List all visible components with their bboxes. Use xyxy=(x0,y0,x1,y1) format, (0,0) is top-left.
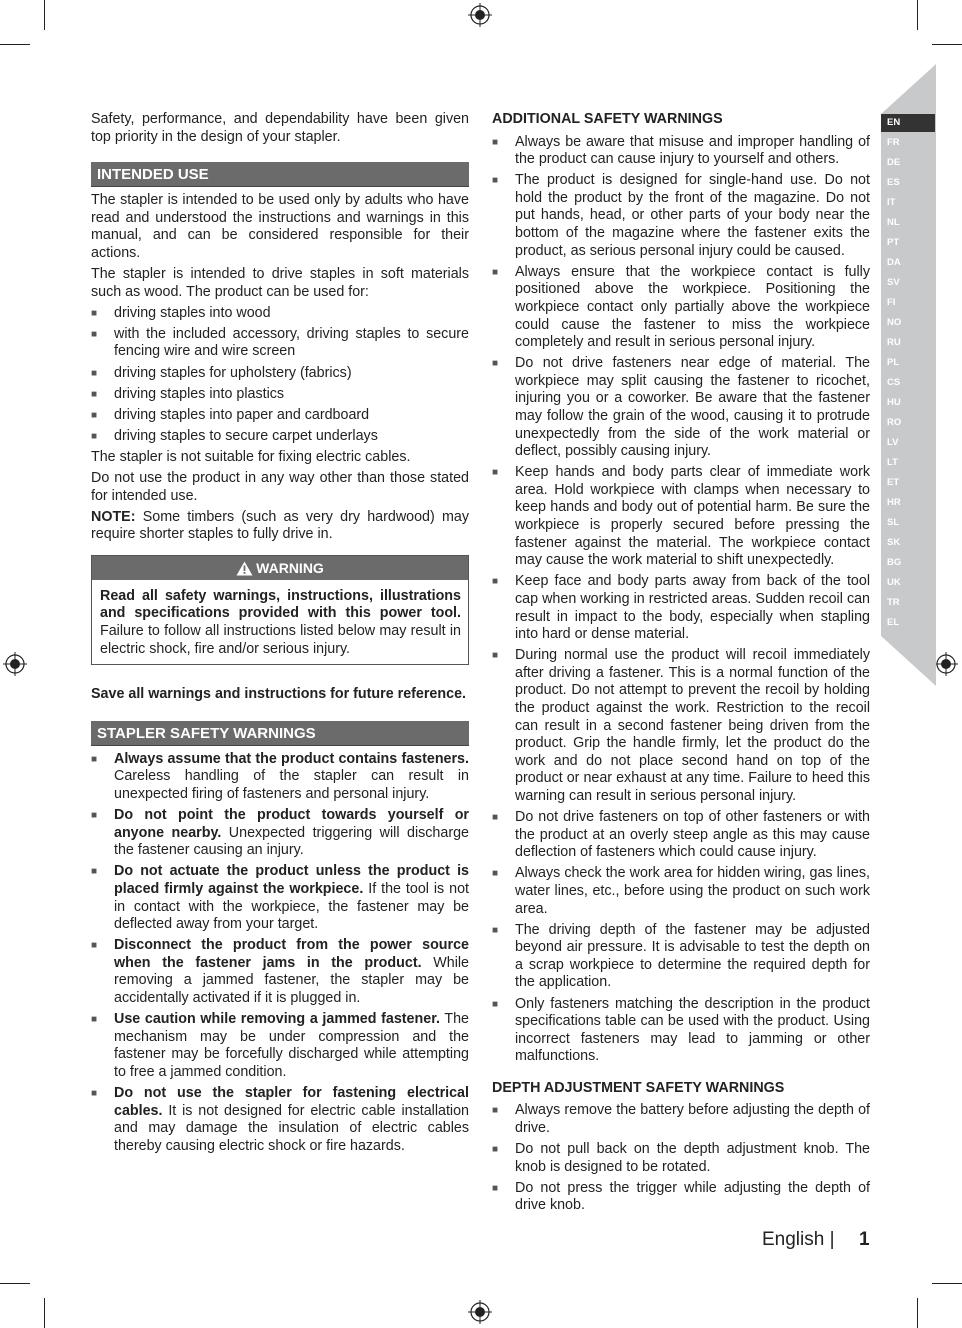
depth-adjustment-item xyxy=(492,1141,870,1176)
warning-header xyxy=(92,556,468,580)
stapler-safety-text: While removing a jammed fastener, the stapler may be accidentally activated if it is plugged in. xyxy=(114,954,470,1007)
language-tab-cs[interactable]: CS xyxy=(881,374,935,392)
depth-adjustment-text: Do not press the trigger while adjusting the depth of drive knob. xyxy=(515,1179,870,1214)
registration-mark-icon xyxy=(934,652,958,676)
intended-use-text: driving staples for upholstery (fabrics) xyxy=(114,364,352,381)
intended-use-text: driving staples into wood xyxy=(114,304,271,321)
left-column xyxy=(91,111,469,1159)
additional-safety-text: Keep face and body parts away from back of the tool cap when working in restricted areas. Sudden recoil can result in impact to the body, especially when stapling into hard or dense material. xyxy=(515,573,870,643)
language-tab-pl[interactable]: PL xyxy=(881,354,935,372)
depth-adjustment-list xyxy=(492,1102,870,1215)
language-tab-bg[interactable]: BG xyxy=(881,554,935,572)
additional-safety-heading: ADDITIONAL SAFETY WARNINGS xyxy=(492,111,723,127)
bullet-square-icon: ■ xyxy=(492,1144,499,1156)
bullet-square-icon: ■ xyxy=(492,467,499,479)
bullet-square-icon: ■ xyxy=(91,1014,98,1026)
stapler-safety-item xyxy=(91,863,469,933)
crop-mark xyxy=(0,44,30,45)
warning-box xyxy=(91,555,469,665)
stapler-safety-bold-text: Do not point the product towards yourself or anyone nearby. xyxy=(114,807,469,841)
language-tabs xyxy=(881,114,935,634)
additional-safety-text: Always ensure that the workpiece contact is fully positioned above the workpiece. Positioning the workpiece contact only partially above the workpiece could cause the fastener to miss the workpiece completely and result in serious personal injury. xyxy=(515,263,870,351)
intended-use-text: driving staples into plastics xyxy=(114,385,285,402)
footer-language: English | xyxy=(762,1229,835,1250)
stapler-safety-bold-text: Use caution while removing a jammed fastener. xyxy=(114,1011,440,1028)
bullet-square-icon: ■ xyxy=(492,358,499,370)
bullet-square-icon: ■ xyxy=(91,367,98,379)
bullet-square-icon: ■ xyxy=(91,866,98,878)
intended-use-item xyxy=(91,365,469,383)
language-tab-el[interactable]: EL xyxy=(881,614,935,632)
language-tab-lv[interactable]: LV xyxy=(881,434,935,452)
note-label: NOTE: xyxy=(91,508,136,525)
depth-adjustment-heading: DEPTH ADJUSTMENT SAFETY WARNINGS xyxy=(492,1079,785,1096)
language-tab-uk[interactable]: UK xyxy=(881,574,935,592)
stapler-safety-text: It is not designed for electric cable installation and may damage the insulation of electric cables thereby causing electric shock or fire hazards. xyxy=(114,1102,469,1154)
bullet-square-icon: ■ xyxy=(91,1088,98,1100)
stapler-safety-heading: STAPLER SAFETY WARNINGS xyxy=(91,721,469,746)
bullet-square-icon: ■ xyxy=(492,576,499,588)
bullet-square-icon: ■ xyxy=(91,307,98,319)
registration-mark-icon xyxy=(468,3,492,27)
bullet-square-icon: ■ xyxy=(492,868,499,880)
crop-mark xyxy=(917,1298,918,1328)
bullet-square-icon: ■ xyxy=(492,136,499,148)
intended-use-text: driving staples into paper and cardboard xyxy=(114,406,370,423)
bullet-square-icon: ■ xyxy=(492,175,499,187)
bullet-square-icon: ■ xyxy=(91,810,98,822)
language-tab-hu[interactable]: HU xyxy=(881,394,935,412)
intended-use-paragraph: The stapler is not suitable for fixing electric cables. xyxy=(91,448,411,465)
intended-use-item xyxy=(91,326,469,361)
bullet-square-icon: ■ xyxy=(492,1182,499,1194)
bullet-square-icon: ■ xyxy=(91,328,98,340)
note-paragraph xyxy=(91,509,469,544)
language-tab-de[interactable]: DE xyxy=(881,154,935,172)
additional-safety-item xyxy=(492,172,870,260)
right-column xyxy=(492,111,870,1219)
language-tab-fi[interactable]: FI xyxy=(881,294,935,312)
warning-text: Failure to follow all instructions listed below may result in electric shock, fire and/or serious injury. xyxy=(100,623,461,657)
language-tab-no[interactable]: NO xyxy=(881,314,935,332)
crop-mark xyxy=(0,1283,30,1284)
language-tab-es[interactable]: ES xyxy=(881,174,935,192)
intended-use-heading: INTENDED USE xyxy=(91,162,469,187)
stapler-safety-text: The mechanism may be under compression and the fastener may be forcefully discharged while attempting to free a jammed condition. xyxy=(114,1011,469,1080)
depth-adjustment-item xyxy=(492,1102,870,1137)
intended-use-text: with the included accessory, driving staples to secure fencing wire and wire screen xyxy=(114,325,469,360)
additional-safety-item xyxy=(492,573,870,643)
intended-use-paragraph: Do not use the product in any way other than those stated for intended use. xyxy=(91,470,469,504)
stapler-safety-list xyxy=(91,751,469,1156)
language-tab-ro[interactable]: RO xyxy=(881,414,935,432)
language-tab-lt[interactable]: LT xyxy=(881,454,935,472)
save-instructions-line: Save all warnings and instructions for future reference. xyxy=(91,686,466,703)
language-tab-sv[interactable]: SV xyxy=(881,274,935,292)
stapler-safety-text: If the tool is not in contact with the workpiece, the fastener may be deflected away from your target. xyxy=(114,881,469,933)
intended-use-paragraph: The stapler is intended to be used only by adults who have read and understood the instructions and warnings in this manual, and can be considered responsible for their actions. xyxy=(91,192,469,261)
additional-safety-text: Do not drive fasteners on top of other fasteners or with the product at an overly steep angle as this may cause deflection of fasteners which could cause injury. xyxy=(515,809,870,861)
bullet-square-icon: ■ xyxy=(91,940,98,952)
registration-mark-icon xyxy=(3,652,27,676)
additional-safety-text: Do not drive fasteners near edge of material. The workpiece may split causing the fastener to ricochet, injuring you or a coworker. Be aware that the fastener may follow the grain of the wood, causing it to protrude unexpectedly from the side of the work material or deflect, possibly causing injury. xyxy=(515,355,870,460)
bullet-square-icon: ■ xyxy=(492,650,499,662)
stapler-safety-text: Careless handling of the stapler can result in unexpected firing of fasteners and personal injury. xyxy=(114,768,469,803)
language-tab-fr[interactable]: FR xyxy=(881,134,935,152)
intended-use-item xyxy=(91,386,469,404)
stapler-safety-item xyxy=(91,1085,469,1155)
bullet-square-icon: ■ xyxy=(91,753,98,765)
additional-safety-text: Only fasteners matching the description in the product specifications table can be used with the product. Using incorrect fasteners may lead to jamming or other malfunctions. xyxy=(515,995,870,1065)
intended-use-list xyxy=(91,305,469,446)
warning-triangle-icon xyxy=(236,561,253,576)
bullet-square-icon: ■ xyxy=(91,388,98,400)
warning-title: WARNING xyxy=(256,559,324,576)
language-tab-en[interactable]: EN xyxy=(881,114,935,132)
language-tab-sl[interactable]: SL xyxy=(881,514,935,532)
crop-mark xyxy=(932,1283,962,1284)
stapler-safety-item xyxy=(91,807,469,860)
stapler-safety-item xyxy=(91,1011,469,1081)
warning-body xyxy=(92,580,468,664)
language-tab-da[interactable]: DA xyxy=(881,254,935,272)
warning-bold-text: Read all safety warnings, instructions, illustrations and specifications provided with this power tool. xyxy=(100,587,461,622)
language-tab-it[interactable]: IT xyxy=(881,194,935,212)
intended-use-item xyxy=(91,407,469,425)
language-tab-tr[interactable]: TR xyxy=(881,594,935,612)
additional-safety-item xyxy=(492,647,870,805)
additional-safety-text: Keep hands and body parts clear of immediate work area. Hold workpiece with clamps when necessary to keep hands and body out of potential harm. Be sure the workpiece is properly secured before pressing the fastener against the material. The workpiece contact may cause the work material to shift unexpectedly. xyxy=(515,464,870,569)
bullet-square-icon: ■ xyxy=(91,409,98,421)
additional-safety-list xyxy=(492,134,870,1066)
stapler-safety-text: Unexpected triggering will discharge the fastener causing an injury. xyxy=(114,824,469,859)
crop-mark xyxy=(44,0,45,30)
language-tab-pt[interactable]: PT xyxy=(881,234,935,252)
stapler-safety-bold-text: Do not use the stapler for fastening electrical cables. xyxy=(114,1085,469,1119)
depth-adjustment-text: Always remove the battery before adjusting the depth of drive. xyxy=(515,1102,870,1137)
intended-use-item xyxy=(91,305,469,323)
bullet-square-icon: ■ xyxy=(492,812,499,824)
language-tab-et[interactable]: ET xyxy=(881,474,935,492)
language-tab-nl[interactable]: NL xyxy=(881,214,935,232)
additional-safety-text: Always check the work area for hidden wiring, gas lines, water lines, etc., before using the product on such work area. xyxy=(515,865,870,917)
language-tab-ru[interactable]: RU xyxy=(881,334,935,352)
registration-mark-icon xyxy=(468,1300,492,1324)
bullet-square-icon: ■ xyxy=(492,998,499,1010)
stapler-safety-bold-text: Do not actuate the product unless the product is placed firmly against the workpiece. xyxy=(114,863,469,897)
intro-paragraph: Safety, performance, and dependability have been given top priority in the design of your stapler. xyxy=(91,111,469,145)
crop-mark xyxy=(44,1298,45,1328)
additional-safety-text: Always be aware that misuse and improper handling of the product can cause injury to yourself and others. xyxy=(515,133,870,168)
stapler-safety-item xyxy=(91,937,469,1007)
additional-safety-item xyxy=(492,865,870,918)
stapler-safety-bold-text: Disconnect the product from the power source when the fastener jams in the product. xyxy=(114,937,469,971)
crop-mark xyxy=(917,0,918,30)
additional-safety-item xyxy=(492,996,870,1066)
intended-use-text: driving staples to secure carpet underlays xyxy=(114,427,378,444)
additional-safety-item xyxy=(492,134,870,169)
crop-mark xyxy=(932,44,962,45)
additional-safety-item xyxy=(492,809,870,862)
additional-safety-text: The product is designed for single-hand use. Do not hold the product by the front of the magazine. Do not put hands, head, or other parts of your body near the bottom of the magazine where the fastener exits the product, as serious personal injury could be caused. xyxy=(515,172,870,259)
intended-use-item xyxy=(91,428,469,446)
language-tab-sk[interactable]: SK xyxy=(881,534,935,552)
additional-safety-item xyxy=(492,922,870,992)
note-text: Some timbers (such as very dry hardwood) may require shorter staples to fully drive in. xyxy=(91,508,469,543)
depth-adjustment-item xyxy=(492,1180,870,1215)
additional-safety-text: The driving depth of the fastener may be adjusted beyond air pressure. It is advisable to test the depth on a scrap workpiece to determine the required depth for the application. xyxy=(515,921,870,991)
additional-safety-text: During normal use the product will recoil immediately after driving a fastener. This is a normal function of the product. Do not attempt to prevent the recoil by holding the product against the work. Restriction to the recoil can result in a second fastener being driven from the product. Grip the handle firmly, let the product do the work and do not place second hand on top of the product or near exhaust at any time. Failure to heed this warning can result in serious personal injury. xyxy=(515,647,870,804)
additional-safety-item xyxy=(492,355,870,461)
intended-use-paragraph: The stapler is intended to drive staples in soft materials such as wood. The product can be used for: xyxy=(91,266,469,300)
depth-adjustment-text: Do not pull back on the depth adjustment knob. The knob is designed to be rotated. xyxy=(515,1141,870,1175)
additional-safety-item xyxy=(492,464,870,570)
language-tab-hr[interactable]: HR xyxy=(881,494,935,512)
stapler-safety-bold-text: Always assume that the product contains fasteners. xyxy=(114,750,469,767)
bullet-square-icon: ■ xyxy=(492,924,499,936)
bullet-square-icon: ■ xyxy=(91,430,98,442)
additional-safety-item xyxy=(492,264,870,352)
stapler-safety-item xyxy=(91,751,469,804)
bullet-square-icon: ■ xyxy=(492,1105,499,1117)
page-number: 1 xyxy=(859,1229,870,1250)
bullet-square-icon: ■ xyxy=(492,266,499,278)
